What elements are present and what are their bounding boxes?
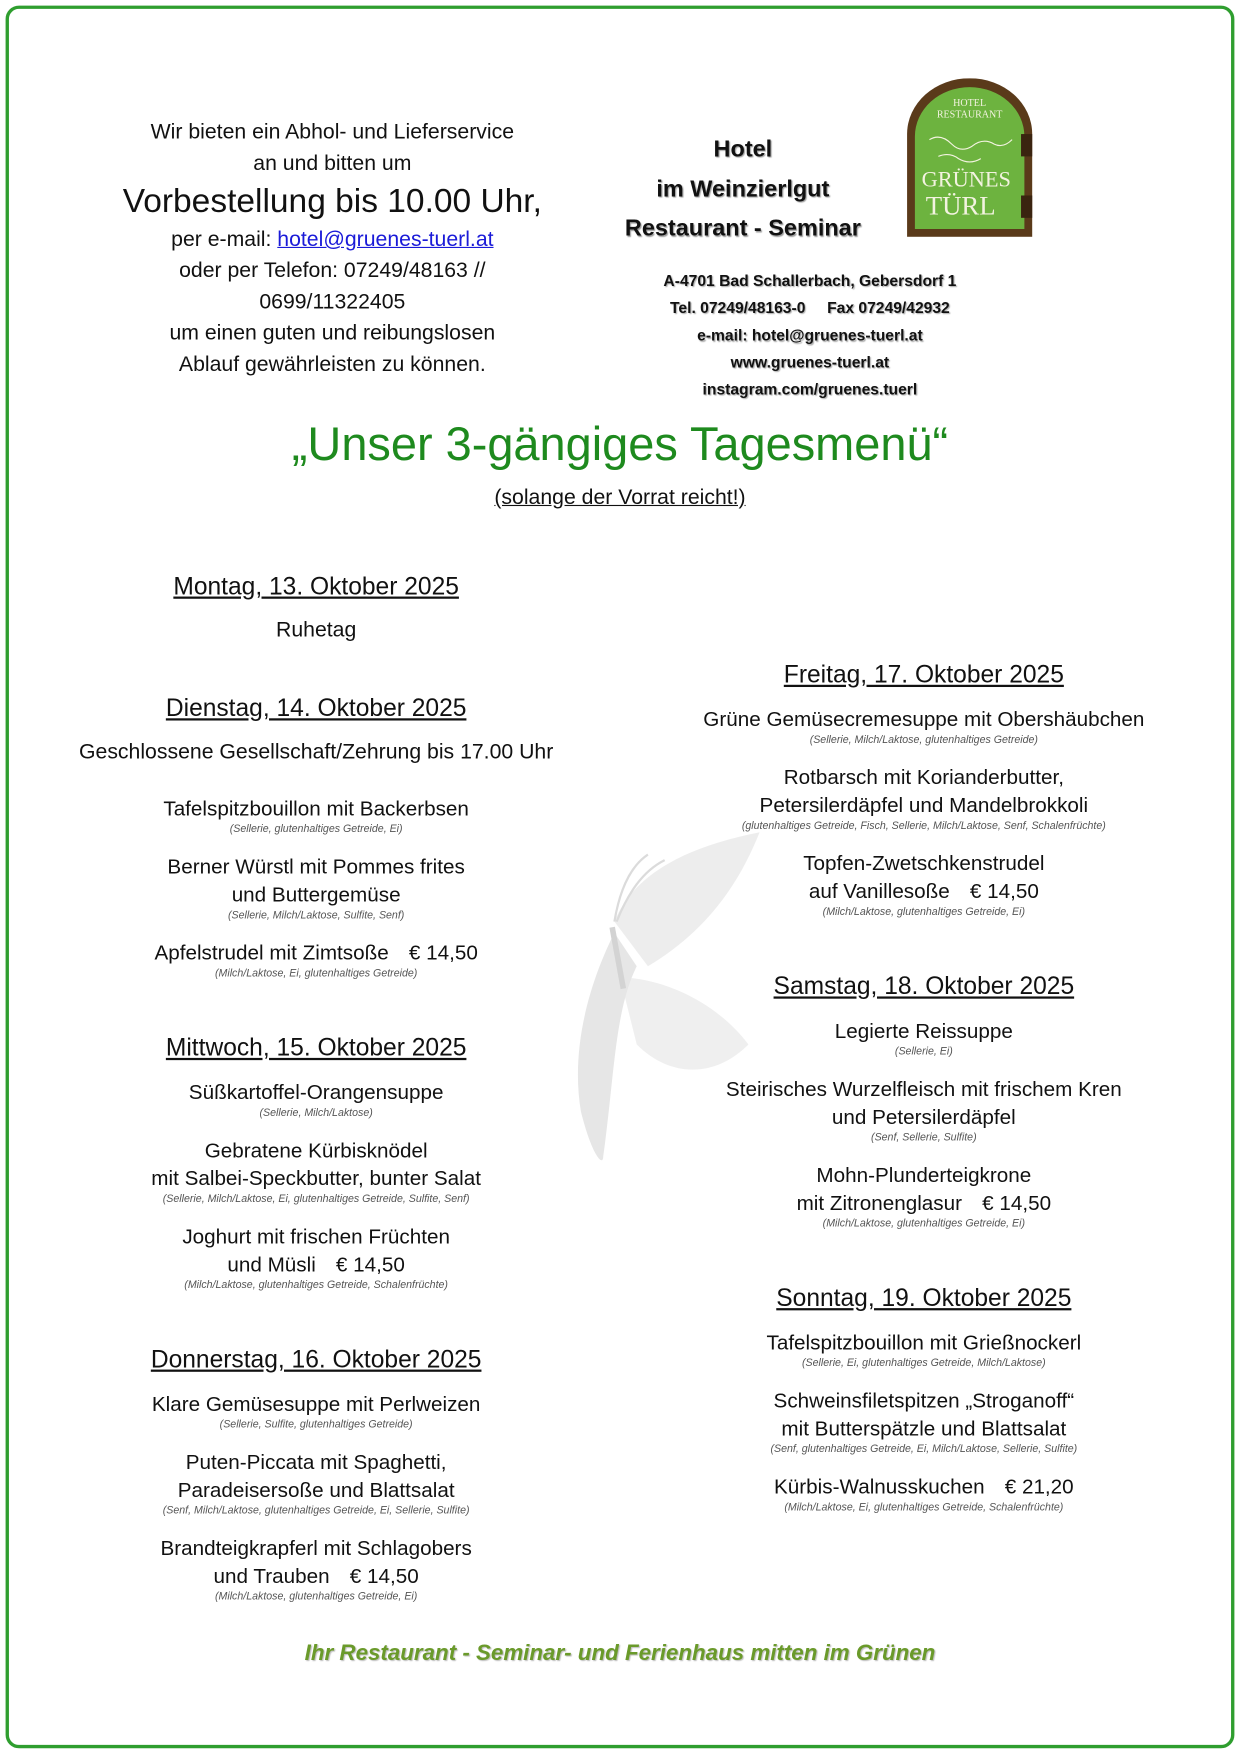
dish-name: Brandteigkrapferl mit Schlagobers [160, 1536, 472, 1560]
price: € 14,50 [335, 1252, 405, 1276]
day-heading: Dienstag, 14. Oktober 2025 [165, 693, 467, 722]
dish-line [633, 1017, 1214, 1045]
email-label: per e-mail: [171, 227, 278, 252]
dish-item [633, 1472, 1214, 1516]
dish-name: und Buttergemüse [231, 882, 401, 906]
allergen-info: (Milch/Laktose, Ei, glutenhaltiges Getreide) [214, 967, 418, 980]
dish-line [26, 1250, 607, 1278]
dish-item [633, 1328, 1214, 1372]
dish-item [26, 1534, 607, 1605]
dish-item [26, 794, 607, 838]
address-line: A-4701 Bad Schallerbach, Gebersdorf 1 [663, 271, 957, 290]
dish-name: Joghurt mit frischen Früchten [182, 1224, 450, 1248]
day-section [633, 1281, 1214, 1516]
dish-name: Rotbarsch mit Korianderbutter, [783, 765, 1064, 789]
dish-item [633, 1386, 1214, 1457]
day-section [26, 1343, 607, 1606]
day-heading: Mittwoch, 15. Oktober 2025 [165, 1033, 467, 1062]
allergen-info: (Sellerie, Milch/Laktose, glutenhaltiges Getreide) [809, 733, 1038, 747]
allergen-info: (Sellerie, Ei) [894, 1045, 953, 1058]
allergen-info: (Sellerie, Milch/Laktose, Sulfite, Senf) [227, 909, 405, 922]
gruenes-tuerl-logo [905, 78, 1039, 237]
dish-line [633, 791, 1214, 819]
dish-line [633, 1075, 1214, 1103]
dish-item [633, 763, 1214, 834]
dish-line [26, 1222, 607, 1250]
address-line: Tel. 07249/48163-0 Fax 07249/42932 [670, 298, 950, 317]
dish-item [26, 852, 607, 923]
dish-line [633, 705, 1214, 733]
dish-name: Gebratene Kürbisknödel [204, 1138, 428, 1162]
logo-text: GRÜNES [921, 166, 1011, 192]
dish-name: Süßkartoffel-Orangensuppe [188, 1080, 444, 1104]
dish-item [633, 1161, 1214, 1232]
allergen-info: (Sellerie, Sulfite, glutenhaltiges Getreide) [219, 1418, 413, 1432]
dish-line [633, 1386, 1214, 1414]
allergen-info: (Sellerie, glutenhaltiges Getreide, Ei) [229, 823, 403, 836]
dish-line [26, 1390, 607, 1418]
allergen-info: (Milch/Laktose, glutenhaltiges Getreide, Ei) [214, 1590, 418, 1604]
order-info-line: Wir bieten ein Abhol- und Lieferservice [150, 120, 515, 145]
dish-line [26, 1476, 607, 1504]
hotel-name-block [592, 130, 894, 249]
hotel-line: im Weinzierlgut [656, 175, 830, 202]
allergen-info: (Sellerie, Milch/Laktose) [259, 1107, 373, 1120]
dish-line [633, 1414, 1214, 1442]
price: € 14,50 [969, 879, 1039, 903]
allergen-info: (Milch/Laktose, Ei, glutenhaltiges Getreide, Schalenfrüchte) [784, 1501, 1064, 1514]
hotel-line: Restaurant - Seminar [624, 215, 861, 242]
logo-text: TÜRL [925, 190, 996, 221]
order-info [89, 117, 575, 381]
dish-line [633, 849, 1214, 877]
order-deadline: Vorbestellung bis 10.00 Uhr, [122, 183, 542, 221]
dish-line [26, 1534, 607, 1562]
day-section [633, 970, 1214, 1233]
dish-line [26, 1562, 607, 1590]
allergen-info: (Senf, glutenhaltiges Getreide, Ei, Milch/Laktose, Sellerie, Sulfite) [770, 1443, 1078, 1456]
dish-line [26, 1136, 607, 1164]
dish-item [633, 705, 1214, 749]
address-website: www.gruenes-tuerl.at [730, 352, 890, 371]
dish-item [26, 1136, 607, 1207]
dish-name: Schweinsfiletspitzen „Stroganoff“ [773, 1388, 1075, 1413]
dish-name: Petersilerdäpfel und Mandelbrokkoli [759, 793, 1089, 817]
allergen-info: (Milch/Laktose, glutenhaltiges Getreide, Schalenfrüchte) [184, 1279, 448, 1292]
price: € 21,20 [1004, 1474, 1074, 1499]
logo-text: RESTAURANT [936, 109, 1003, 121]
order-info-line: um einen guten und reibungslosen [169, 321, 496, 346]
allergen-info: (Milch/Laktose, glutenhaltiges Getreide, Ei) [822, 1217, 1026, 1230]
price: € 14,50 [408, 940, 478, 965]
dish-name: Tafelspitzbouillon mit Backerbsen [163, 796, 469, 820]
day-section [26, 1031, 607, 1294]
dish-line [633, 1161, 1214, 1189]
dish-name: Paradeisersoße und Blattsalat [177, 1477, 455, 1502]
dish-item [633, 849, 1214, 920]
allergen-info: (Senf, Sellerie, Sulfite) [871, 1131, 977, 1144]
order-info-line: an und bitten um [253, 151, 412, 176]
allergen-info: (glutenhaltiges Getreide, Fisch, Sellerie, Milch/Laktose, Senf, Schalenfrüchte) [741, 819, 1106, 833]
address-block [609, 267, 1011, 403]
dish-line [633, 1472, 1214, 1500]
dish-name: mit Butterspätzle und Blattsalat [781, 1416, 1067, 1440]
menu-title: „Unser 3-gängiges Tagesmenü“ [291, 417, 949, 471]
dish-line [633, 763, 1214, 791]
dish-name: Klare Gemüsesuppe mit Perlweizen [151, 1391, 481, 1416]
allergen-info: (Senf, Milch/Laktose, glutenhaltiges Getreide, Ei, Sellerie, Sulfite) [162, 1504, 470, 1518]
dish-name: Tafelspitzbouillon mit Grießnockerl [766, 1330, 1082, 1354]
address-email: e-mail: hotel@gruenes-tuerl.at [697, 325, 923, 344]
dish-item [26, 1078, 607, 1122]
dish-line [633, 1328, 1214, 1356]
menu-subtitle: (solange der Vorrat reicht!) [494, 485, 746, 510]
dish-name: mit Salbei-Speckbutter, bunter Salat [151, 1166, 481, 1190]
price: € 14,50 [982, 1190, 1052, 1215]
dish-item [633, 1017, 1214, 1061]
day-heading: Donnerstag, 16. Oktober 2025 [150, 1344, 482, 1373]
dish-name: auf Vanillesoße [808, 879, 950, 903]
allergen-info: (Sellerie, Milch/Laktose, Ei, glutenhaltiges Getreide, Sulfite, Senf) [162, 1193, 470, 1206]
dish-item [26, 1222, 607, 1293]
dish-item [26, 1448, 607, 1519]
day-note: Ruhetag [276, 618, 357, 643]
day-section [26, 570, 607, 645]
dish-name: Legierte Reissuppe [834, 1018, 1013, 1043]
dish-name: Steirisches Wurzelfleisch mit frischem Kren [725, 1076, 1122, 1101]
dish-name: und Trauben [213, 1563, 330, 1588]
order-info-line: oder per Telefon: 07249/48163 // [179, 259, 486, 283]
day-section [633, 658, 1214, 921]
day-heading: Sonntag, 19. Oktober 2025 [776, 1283, 1072, 1312]
day-note: Geschlossene Gesellschaft/Zehrung bis 17.00 Uhr [78, 740, 554, 765]
dish-name: Kürbis-Walnusskuchen [774, 1474, 985, 1499]
dish-line [26, 938, 607, 966]
day-heading: Montag, 13. Oktober 2025 [173, 571, 459, 600]
dish-name: Grüne Gemüsecremesuppe mit Obershäubchen [703, 707, 1145, 731]
dish-name: Topfen-Zwetschkenstrudel [803, 851, 1045, 875]
dish-item [26, 1390, 607, 1434]
day-section [26, 691, 607, 981]
dish-name: und Müsli [227, 1252, 316, 1276]
allergen-info: (Milch/Laktose, glutenhaltiges Getreide, Ei) [822, 905, 1026, 919]
order-info-line: Ablauf gewährleisten zu können. [178, 353, 486, 377]
price: € 14,50 [349, 1563, 419, 1588]
order-email-line [89, 225, 575, 256]
dish-line [633, 1189, 1214, 1217]
dish-line [633, 1103, 1214, 1131]
dish-name: Berner Würstl mit Pommes frites [167, 854, 465, 879]
email-link[interactable]: hotel@gruenes-tuerl.at [277, 227, 494, 252]
dish-name: Mohn-Plunderteigkrone [816, 1162, 1032, 1187]
hotel-line: Hotel [713, 136, 773, 162]
allergen-info: (Sellerie, Ei, glutenhaltiges Getreide, Milch/Laktose) [802, 1357, 1046, 1370]
dish-line [26, 1164, 607, 1192]
dish-line [633, 877, 1214, 905]
dish-item [26, 938, 607, 982]
dish-item [633, 1075, 1214, 1146]
footer-slogan: Ihr Restaurant - Seminar- und Ferienhaus mitten im Grünen [304, 1641, 936, 1666]
day-heading: Freitag, 17. Oktober 2025 [783, 660, 1064, 689]
dish-name: Puten-Piccata mit Spaghetti, [185, 1449, 447, 1474]
dish-line [26, 852, 607, 880]
dish-name: und Petersilerdäpfel [831, 1104, 1016, 1129]
dish-line [26, 880, 607, 908]
dish-line [26, 1448, 607, 1476]
day-heading: Samstag, 18. Oktober 2025 [773, 971, 1075, 1000]
logo-text: HOTEL [953, 98, 987, 110]
dish-name: Apfelstrudel mit Zimtsoße [154, 940, 389, 965]
dish-line [26, 1078, 607, 1106]
address-instagram: instagram.com/gruenes.tuerl [702, 380, 918, 398]
order-info-line: 0699/11322405 [259, 290, 406, 314]
dish-line [26, 794, 607, 822]
dish-name: mit Zitronenglasur [796, 1190, 962, 1215]
